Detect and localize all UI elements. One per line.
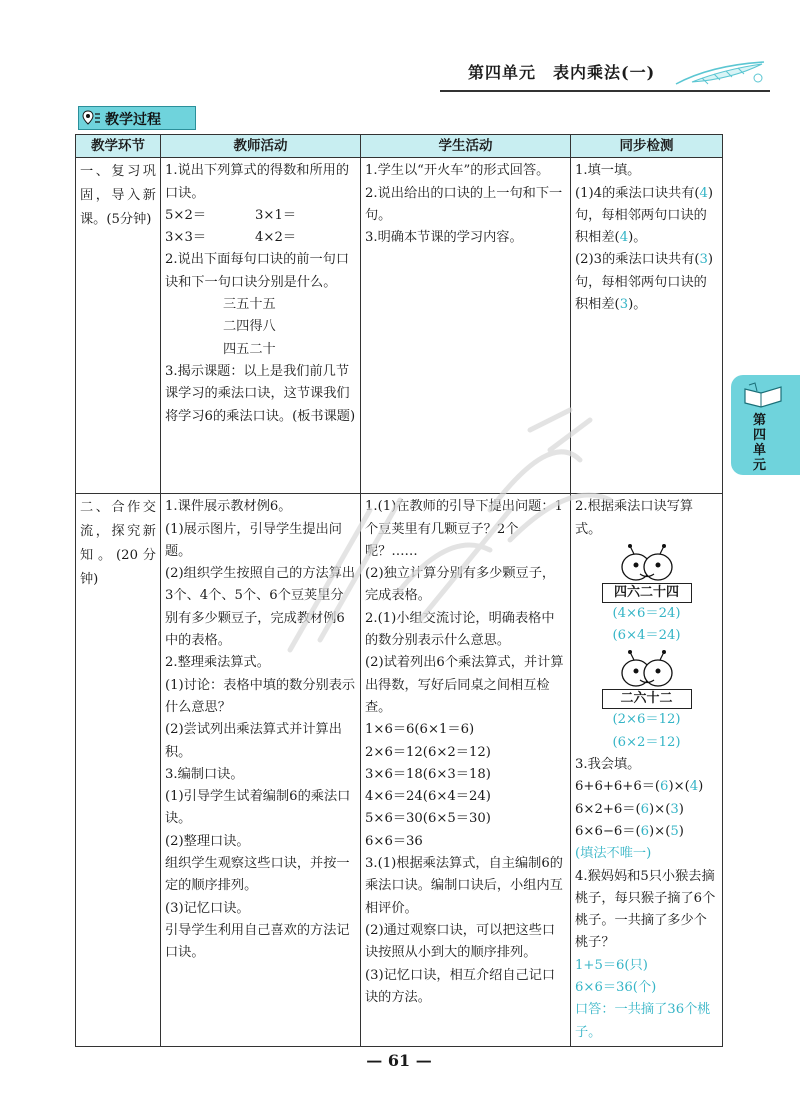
answer: 4: [689, 779, 699, 795]
teacher-line: (2)组织学生按照自己的方法算出3个、4个、5个、6个豆荚里分别有多少颗豆子，完成教材例6中的表格。: [165, 566, 356, 649]
fill-blank-question: [575, 821, 718, 843]
header-teacher: 教师活动: [161, 135, 361, 158]
question-text: 6+6+6+6＝(: [575, 779, 661, 795]
teacher-equation-row: [165, 205, 356, 227]
student-line: 2.(1)小组交流讨论，明确表格中的数分别表示什么意思。: [365, 610, 555, 649]
answer: 4: [619, 230, 629, 246]
check-line: 2.根据乘法口诀写算式。: [575, 499, 694, 537]
side-tab-label: 第四单元: [753, 413, 767, 473]
teacher-line: 3.编制口诀。: [165, 766, 244, 782]
answer: 4: [699, 185, 708, 201]
fill-blank-question: [575, 799, 718, 821]
header-stage: 教学环节: [76, 135, 161, 158]
check-cell: [571, 158, 723, 494]
question-text: )句，每相邻两句口诀的积相差(: [575, 252, 714, 313]
teacher-line: 1.课件展示教材例6。: [165, 499, 292, 515]
answer-equation: (4×6＝24): [612, 605, 681, 621]
answer: 3: [699, 252, 708, 268]
student-line: (2)通过观察口诀，可以把这些口诀按照从小到大的顺序排列。: [365, 922, 556, 961]
header-student: 学生活动: [361, 135, 571, 158]
answer-line: 1+5＝6(只): [575, 957, 648, 973]
teacher-cell: [161, 494, 361, 1047]
bee-icon: [612, 543, 682, 583]
student-line: 3.明确本节课的学习内容。: [365, 230, 523, 246]
student-line: 1.(1)在教师的引导下提出问题：1个豆荚里有几颗豆子？2个呢？……: [365, 499, 563, 559]
question-text: ): [678, 823, 684, 839]
teacher-line: (1)展示图片，引导学生提出问题。: [165, 521, 342, 559]
answer-line: 口答：一共摘了36个桃子。: [575, 1002, 711, 1040]
lesson-table: [75, 134, 723, 1047]
student-line: 2.说出给出的口诀的上一句和下一句。: [365, 185, 563, 223]
question-text: )。: [628, 230, 647, 246]
student-line: (3)记忆口诀，相互介绍自己记口诀的方法。: [365, 967, 556, 1005]
multiplication-rhyme: 三五十五: [223, 297, 276, 313]
question-text: )×(: [649, 801, 671, 817]
question-text: 6×6−6＝(: [575, 823, 641, 839]
answer-equation: (2×6＝12): [612, 712, 681, 728]
question-text: (2)3的乘法口诀共有(: [575, 252, 700, 268]
teacher-line: 3.揭示课题：以上是我们前几节课学习的乘法口诀，这节课我们将学习6的乘法口诀。(板书课题): [165, 363, 356, 424]
table-header-row: [76, 135, 723, 158]
answer-line: 6×6＝36(个): [575, 980, 657, 996]
teacher-line: (2)整理口诀。: [165, 833, 250, 849]
equation: 5×2＝: [165, 207, 207, 223]
stage-cell: [76, 158, 161, 494]
teacher-line: 引导学生利用自己喜欢的方法记口诀。: [165, 922, 350, 961]
multiplication-equation: 4×6＝24(6×4＝24): [365, 789, 491, 805]
check-cell: [571, 494, 723, 1047]
student-cell: [361, 158, 571, 494]
teacher-line: 1.说出下列算式的得数和所用的口诀。: [165, 163, 350, 201]
header-rule: [440, 90, 770, 92]
section-label: [78, 106, 196, 130]
answer: 6: [640, 823, 649, 839]
answer-note: (填法不唯一): [575, 846, 652, 862]
multiplication-rhyme: 四五二十: [223, 341, 276, 357]
check-line: 3.我会填。: [575, 757, 641, 773]
equation: 4×2＝: [255, 230, 297, 246]
answer: 3: [619, 297, 629, 313]
multiplication-equation: 3×6＝18(6×3＝18): [365, 766, 491, 782]
teacher-line: 2.整理乘法算式。: [165, 655, 270, 671]
teacher-line: (3)记忆口诀。: [165, 900, 250, 916]
running-header: [440, 58, 770, 88]
check-line: 1.填一填。: [575, 163, 641, 179]
fill-blank-question: [575, 183, 718, 250]
equation: 3×1＝: [255, 207, 297, 223]
fill-blank-question: [575, 776, 718, 798]
fill-blank-question: [575, 249, 718, 316]
header-check: 同步检测: [571, 135, 723, 158]
rhyme-card: 二六十二: [602, 689, 692, 709]
teacher-equation-row: [165, 227, 356, 249]
answer: 3: [670, 801, 679, 817]
multiplication-equation: 1×6＝6(6×1＝6): [365, 722, 475, 738]
multiplication-equation: 2×6＝12(6×2＝12): [365, 744, 491, 760]
book-icon: [741, 381, 785, 409]
student-line: 3.(1)根据乘法算式，自主编制6的乘法口诀。编制口诀后，小组内互相评价。: [365, 856, 563, 916]
teacher-cell: [161, 158, 361, 494]
multiplication-equation: 5×6＝30(6×5＝30): [365, 811, 491, 827]
feather-pen-icon: [672, 60, 768, 88]
question-text: )×(: [668, 779, 690, 795]
answer-equation: (6×4＝24): [612, 628, 681, 644]
page-number: — 61 —: [366, 1051, 432, 1070]
question-text: )×(: [649, 823, 671, 839]
answer: 5: [670, 823, 679, 839]
student-cell: [361, 494, 571, 1047]
stage-text: 二、合作交流，探究新知。(20分钟): [80, 500, 156, 588]
question-text: ): [678, 801, 684, 817]
check-line: 4.猴妈妈和5只小猴去摘桃子，每只猴子摘了6个桃子。一共摘了多少个桃子？: [575, 868, 716, 951]
stage-text: 一、复习巩固，导入新课。(5分钟): [80, 164, 156, 228]
student-line: (2)试着列出6个乘法算式，并计算出得数，写好后同桌之间相互检查。: [365, 655, 564, 715]
equation: 3×3＝: [165, 230, 207, 246]
multiplication-rhyme: 二四得八: [223, 319, 276, 335]
bee-icon: [612, 649, 682, 689]
teacher-line: (1)讨论：表格中填的数分别表示什么意思？: [165, 677, 356, 715]
stage-cell: [76, 494, 161, 1047]
question-text: )。: [628, 297, 647, 313]
student-line: (2)独立计算分别有多少颗豆子，完成表格。: [365, 566, 556, 604]
answer-equation: (6×2＝12): [612, 734, 681, 750]
table-row: [76, 158, 723, 494]
answer: 6: [660, 779, 669, 795]
teacher-line: 组织学生观察这些口诀，并按一定的顺序排列。: [165, 856, 350, 894]
question-text: )句，每相邻两句口诀的积相差(: [575, 185, 714, 246]
student-line: 1.学生以“开火车”的形式回答。: [365, 163, 550, 179]
teacher-line: (2)尝试列出乘法算式并计算出积。: [165, 722, 342, 760]
teacher-line: (1)引导学生试着编制6的乘法口诀。: [165, 789, 351, 827]
header-title: 第四单元 表内乘法(一): [468, 63, 656, 82]
side-tab: [731, 375, 800, 475]
rhyme-card: 四六二十四: [602, 583, 692, 603]
table-row: [76, 494, 723, 1047]
section-title: 教学过程: [105, 112, 161, 128]
question-text: 6×2+6＝(: [575, 801, 641, 817]
answer: 6: [640, 801, 649, 817]
multiplication-equation: 6×6＝36: [365, 833, 423, 849]
question-text: ): [698, 779, 704, 795]
pencil-pin-icon: [82, 110, 102, 126]
teacher-line: 2.说出下面每句口诀的前一句口诀和下一句口诀分别是什么。: [165, 252, 350, 290]
question-text: (1)4的乘法口诀共有(: [575, 185, 700, 201]
